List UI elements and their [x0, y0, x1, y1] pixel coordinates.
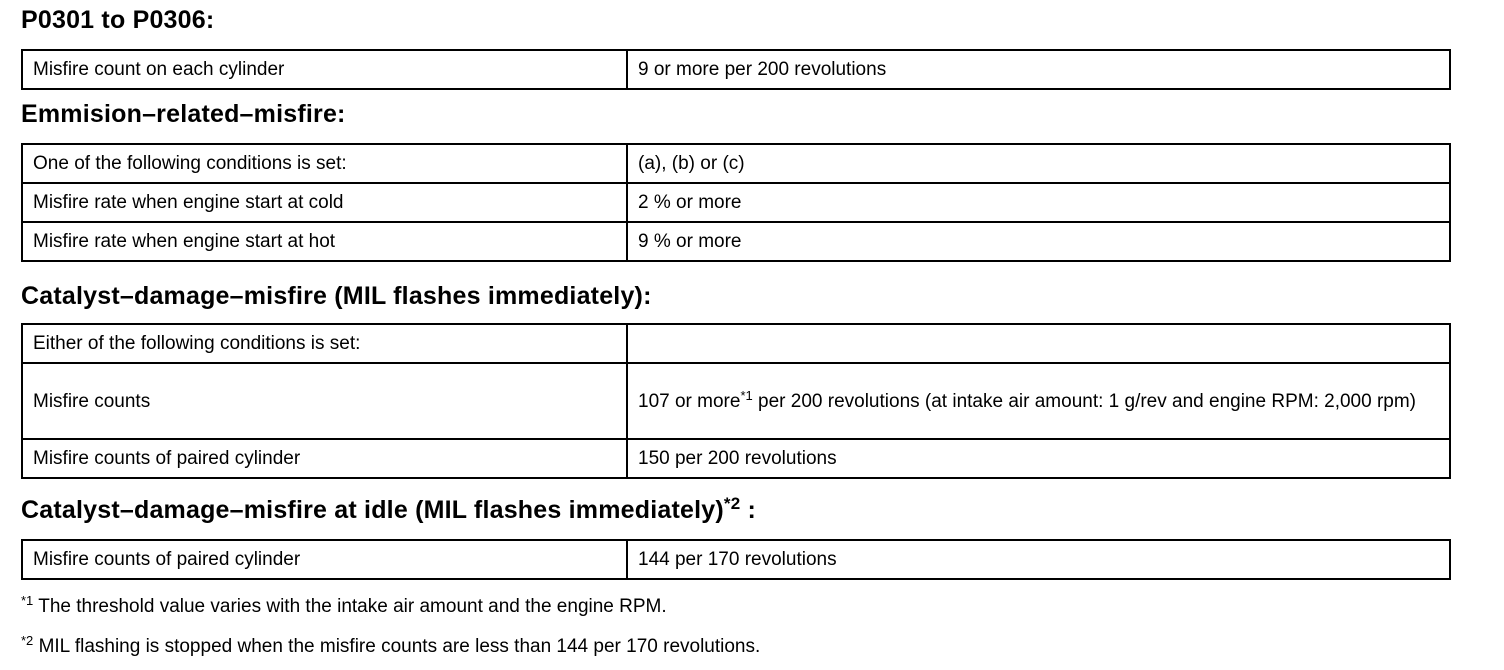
- table-row: [22, 324, 1450, 363]
- row-label: Misfire counts: [22, 363, 627, 439]
- row-label: Misfire counts of paired cylinder: [22, 439, 627, 478]
- table-row: [22, 363, 1450, 439]
- table-row: [22, 439, 1450, 478]
- footnote-2: [21, 633, 761, 658]
- table-p0301-p0306: [21, 49, 1451, 90]
- table-row: [22, 183, 1450, 222]
- row-value: (a), (b) or (c): [627, 144, 1450, 183]
- footnote-mark: *2: [21, 633, 34, 648]
- row-label: Misfire counts of paired cylinder: [22, 540, 627, 579]
- footnote-mark: *1: [21, 593, 34, 608]
- footnote-text: MIL flashing is stopped when the misfire counts are less than 144 per 170 revolutions.: [33, 636, 761, 657]
- row-label: One of the following conditions is set:: [22, 144, 627, 183]
- row-value: 150 per 200 revolutions: [627, 439, 1450, 478]
- heading-catalyst-damage-misfire: Catalyst–damage–misfire (MIL flashes immediately):: [21, 282, 652, 310]
- row-value: [627, 363, 1450, 439]
- row-value: 9 or more per 200 revolutions: [627, 50, 1450, 89]
- row-label: Either of the following conditions is set:: [22, 324, 627, 363]
- heading-catalyst-damage-idle: [21, 494, 757, 524]
- footnote-ref: *1: [740, 387, 753, 403]
- heading-p0301-p0306: P0301 to P0306:: [21, 6, 215, 34]
- row-value: 2 % or more: [627, 183, 1450, 222]
- table-catalyst-damage-misfire: [21, 323, 1451, 479]
- value-text: 107 or more: [638, 390, 741, 412]
- table-row: [22, 540, 1450, 579]
- table-row: [22, 222, 1450, 261]
- table-row: [22, 50, 1450, 89]
- row-value: 144 per 170 revolutions: [627, 540, 1450, 579]
- row-value: [627, 324, 1450, 363]
- heading-emission-misfire: Emmision–related–misfire:: [21, 100, 346, 128]
- footnote-1: [21, 593, 667, 618]
- footnote-text: The threshold value varies with the intake air amount and the engine RPM.: [33, 596, 667, 617]
- row-label: Misfire count on each cylinder: [22, 50, 627, 89]
- table-catalyst-damage-idle: [21, 539, 1451, 580]
- row-label: Misfire rate when engine start at hot: [22, 222, 627, 261]
- value-text: per 200 revolutions (at intake air amount: 1 g/rev and engine RPM: 2,000 rpm): [752, 390, 1416, 412]
- footnote-ref: *2: [723, 494, 741, 513]
- table-row: [22, 144, 1450, 183]
- row-label: Misfire rate when engine start at cold: [22, 183, 627, 222]
- heading-text: Catalyst–damage–misfire at idle (MIL flashes immediately): [21, 496, 724, 524]
- row-value: 9 % or more: [627, 222, 1450, 261]
- heading-text: :: [740, 496, 757, 524]
- table-emission-misfire: [21, 143, 1451, 262]
